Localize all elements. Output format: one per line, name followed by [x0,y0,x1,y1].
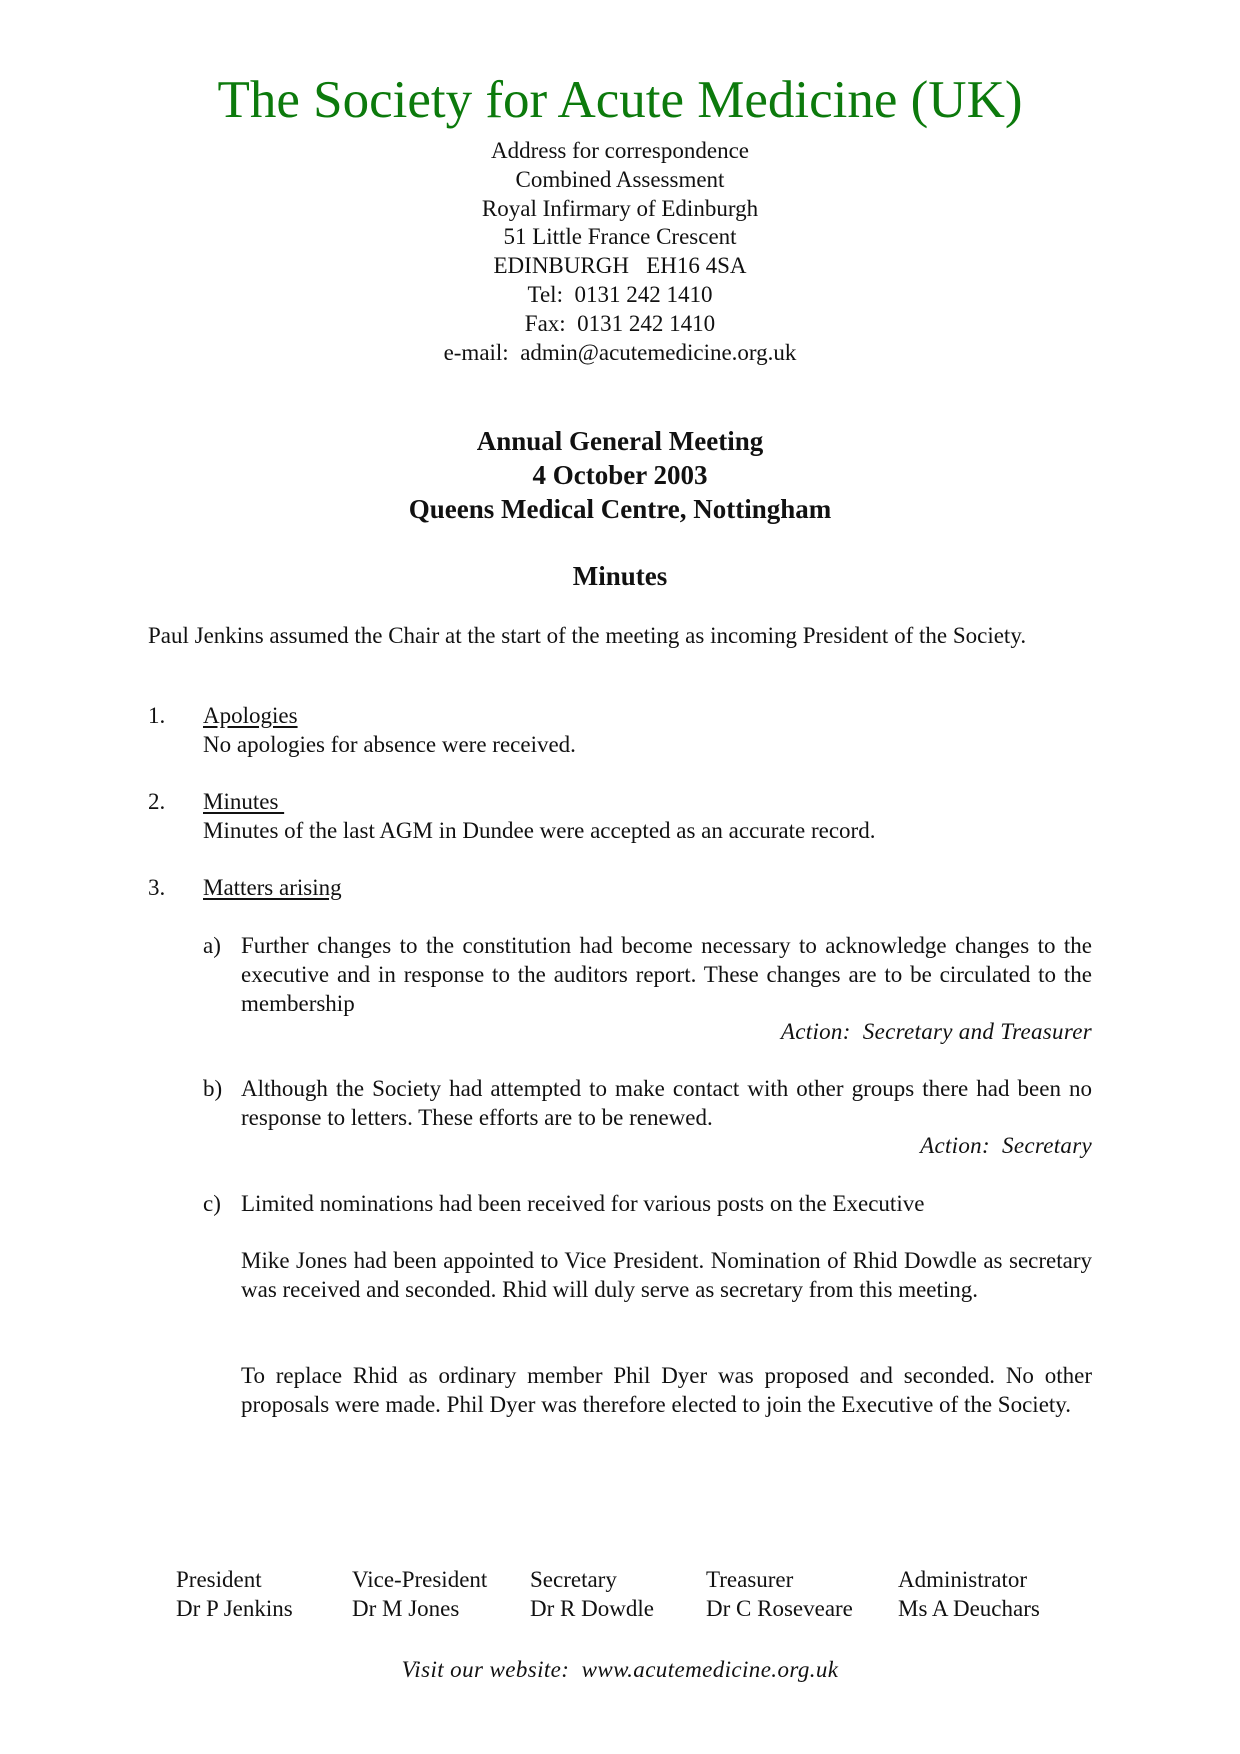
officer-name: Dr M Jones [352,1595,460,1621]
address-line: Address for correspondence [490,138,749,163]
officer-role: Administrator [898,1567,1028,1592]
correspondence-address [0,137,1240,367]
item-body-apologies: No apologies for absence were received. [203,732,576,757]
organization-title: The Society for Acute Medicine (UK) [217,71,1023,129]
officer-administrator [898,1566,1040,1624]
address-line: 51 Little France Crescent [503,224,737,250]
officer-name: Ms A Deuchars [898,1595,1040,1621]
subitem-text-nominations: Limited nominations had been received for various posts on the Executive [241,1191,925,1216]
item-number: 3. [148,875,166,900]
item-heading-matters-arising: Matters arising [203,875,342,900]
officer-president [176,1566,293,1624]
address-line: EDINBURGH EH16 4SA [493,253,747,279]
address-line: Combined Assessment [515,166,725,192]
meeting-venue: Queens Medical Centre, Nottingham [408,494,832,524]
nominations-paragraph: Mike Jones had been appointed to Vice President. Nomination of Rhid Dowdle as secretary was received and seconded. Rhid will duly serve as secretary from this meeting. [241,1248,1092,1302]
item-number: 1. [148,703,166,728]
meeting-heading [0,424,1240,526]
officer-role: Treasurer [706,1567,794,1592]
website-link[interactable]: Visit our website: www.acutemedicine.org.uk [401,1657,839,1682]
officer-name: Dr R Dowdle [530,1595,654,1621]
officer-name: Dr C Roseveare [706,1595,853,1621]
subitem-label: b) [203,1076,223,1101]
officer-name: Dr P Jenkins [176,1595,293,1621]
subitem-label: c) [203,1191,221,1216]
officers-list [176,1566,1076,1626]
nominations-paragraph: To replace Rhid as ordinary member Phil Dyer was proposed and seconded. No other proposals were made. Phil Dyer was therefore elected to join the Executive of the Society. [241,1363,1092,1417]
meeting-date: 4 October 2003 [532,460,708,490]
item-heading-minutes: Minutes [203,789,285,814]
officer-treasurer [706,1566,853,1624]
item-number: 2. [148,789,166,814]
fax-line: Fax: 0131 242 1410 [524,310,716,336]
officer-role: Secretary [530,1567,617,1592]
officer-role: President [176,1567,262,1592]
officer-vice-president [352,1566,487,1624]
item-heading-apologies: Apologies [203,703,298,728]
intro-paragraph: Paul Jenkins assumed the Chair at the start of the meeting as incoming President of the Society. [148,623,1027,648]
address-line: Royal Infirmary of Edinburgh [481,195,759,221]
subitem-label: a) [203,933,221,958]
item-body-minutes: Minutes of the last AGM in Dundee were accepted as an accurate record. [203,818,876,843]
subitem-text-contact-groups: Although the Society had attempted to make contact with other groups there had been no response to letters. These efforts are to be renewed. [241,1076,1092,1130]
section-heading: Minutes [572,561,668,591]
officer-role: Vice-President [352,1567,488,1592]
action-note: Action: Secretary [920,1133,1092,1158]
meeting-title: Annual General Meeting [476,426,764,456]
email-line: e-mail: admin@acutemedicine.org.uk [443,339,797,365]
telephone-line: Tel: 0131 242 1410 [527,281,713,307]
action-note: Action: Secretary and Treasurer [780,1019,1092,1044]
subitem-text-constitution: Further changes to the constitution had become necessary to acknowledge changes to the executive and in response to the auditors report. These changes are to be circulated to the membership [241,933,1092,1016]
officer-secretary [530,1566,654,1624]
